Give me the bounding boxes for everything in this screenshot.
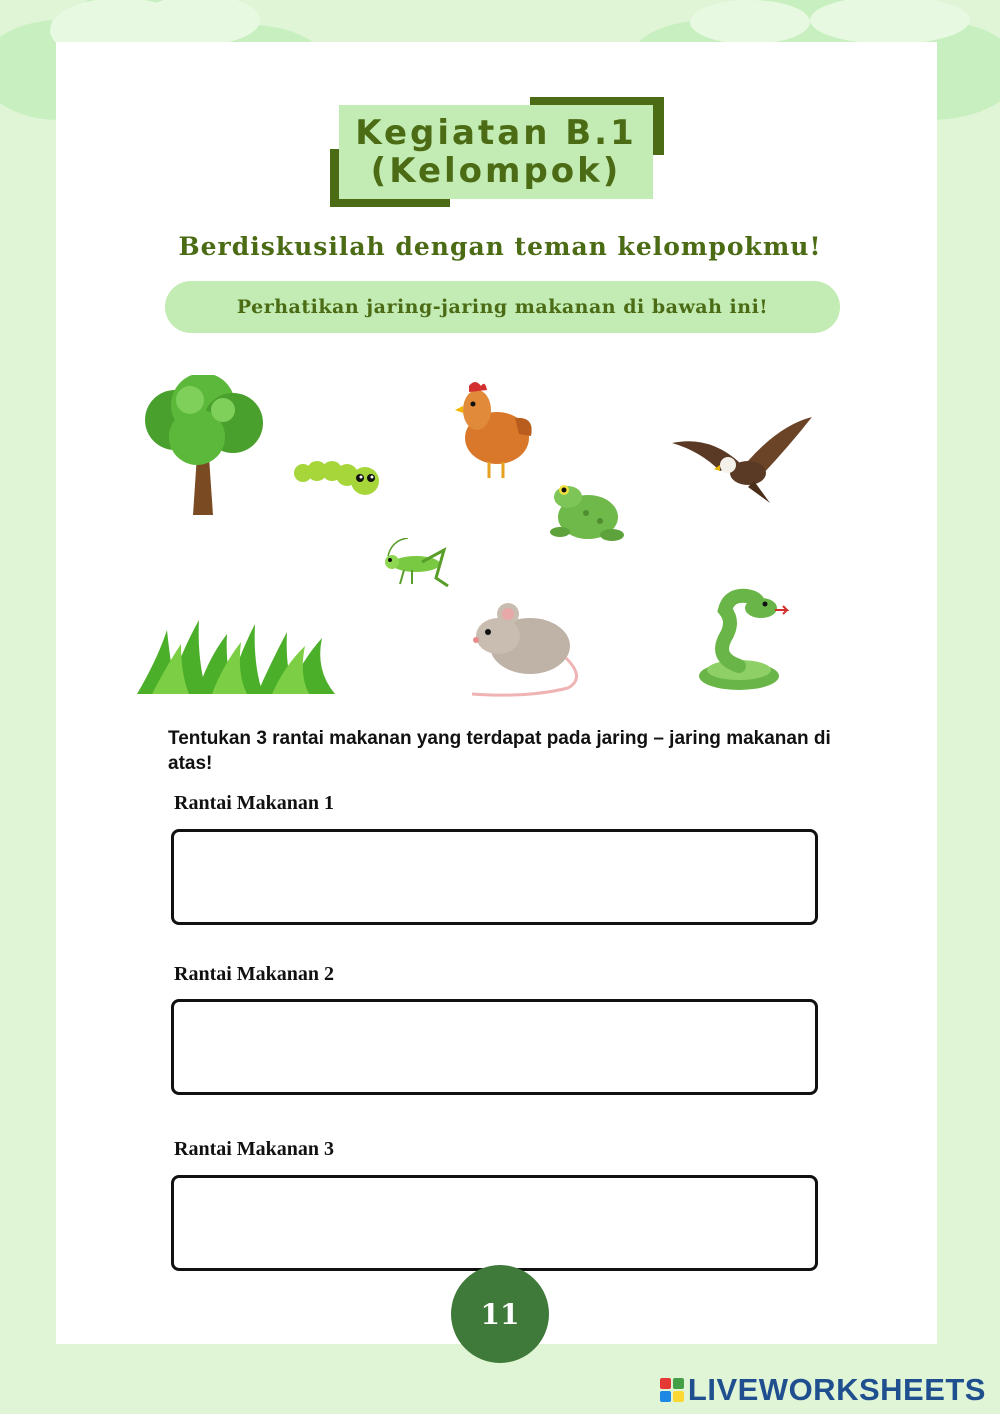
chicken-image [455,378,535,480]
activity-title [330,97,664,209]
eagle-image [670,415,815,507]
mouse-image [468,598,583,700]
liveworksheets-brand[interactable] [660,1372,986,1408]
answer-label-3: Rantai Makanan 3 [174,1138,335,1160]
subinstruction-pill: Perhatikan jaring-jaring makanan di bawah ini! [165,281,840,333]
liveworksheets-logo-icon [660,1378,684,1402]
grasshopper-image [378,538,453,590]
grass-image [137,620,335,695]
title-box [339,105,653,199]
answer-box-2[interactable] [171,999,818,1095]
answer-label-2: Rantai Makanan 2 [174,963,335,985]
caterpillar-image [293,455,385,500]
question-text: Tentukan 3 rantai makanan yang terdapat pada jaring – jaring makanan di atas! [168,728,831,774]
title-line-1: Kegiatan B.1 [355,113,637,153]
tree-image [135,375,270,517]
answer-label-1: Rantai Makanan 1 [174,792,335,814]
frog-image [548,477,626,547]
answer-box-3[interactable] [171,1175,818,1271]
instruction-heading: Berdiskusilah dengan teman kelompokmu! [178,232,822,261]
brand-text: LIVEWORKSHEETS [687,1372,986,1407]
answer-box-1[interactable] [171,829,818,925]
title-line-2: (Kelompok) [370,151,622,191]
page-number-badge: 11 [451,1265,549,1363]
snake-image [695,588,790,696]
